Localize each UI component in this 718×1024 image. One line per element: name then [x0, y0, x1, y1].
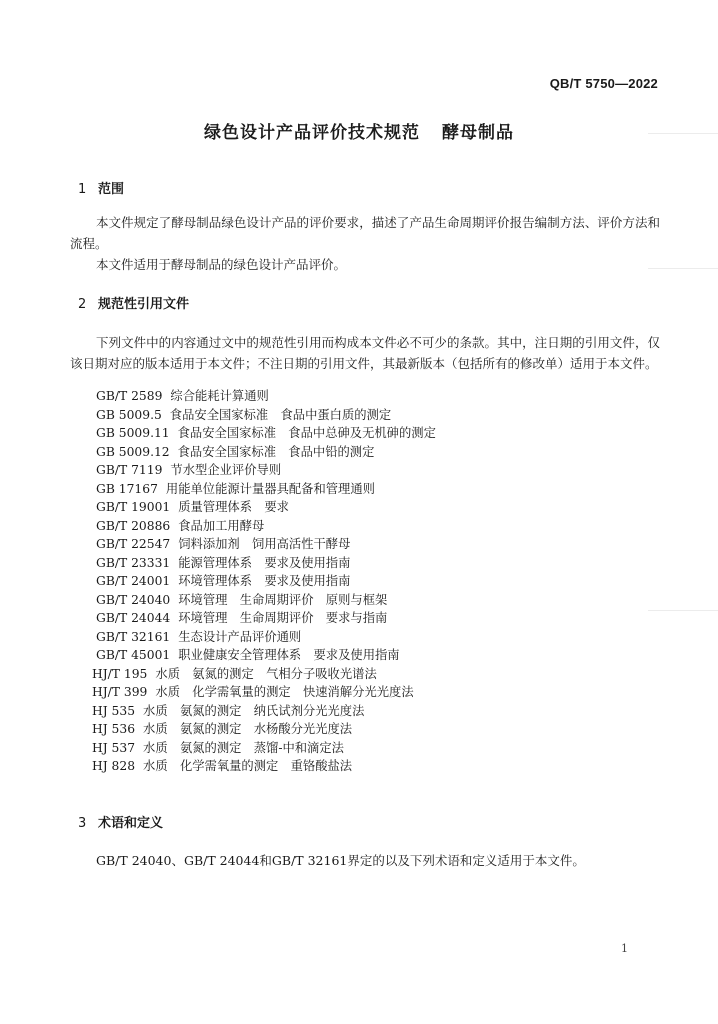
- standard-number: QB/T 5750—2022: [549, 76, 658, 91]
- reference-code: GB/T 20886: [96, 518, 171, 533]
- section-number: 3: [78, 816, 87, 831]
- reference-item: [92, 739, 436, 758]
- reference-title: 质量管理体系 要求: [178, 500, 289, 514]
- reference-item: [92, 720, 436, 739]
- reference-code: GB/T 22547: [96, 537, 171, 551]
- reference-title: 食品加工用酵母: [178, 518, 265, 533]
- reference-code: HJ/T 399: [92, 685, 148, 699]
- section-number: 2: [78, 297, 87, 312]
- reference-code: GB/T 45001: [96, 648, 171, 662]
- reference-item: [92, 554, 436, 573]
- reference-item: [92, 628, 436, 647]
- reference-code: GB/T 23331: [96, 555, 171, 570]
- reference-item: [92, 480, 436, 499]
- reference-item: [92, 609, 436, 628]
- section-1-paragraph-1: 本文件规定了酵母制品绿色设计产品的评价要求，描述了产品生命周期评价报告编制方法、评价方法和流程。: [70, 215, 660, 251]
- reference-code: GB 5009.12: [96, 444, 170, 459]
- reference-item: [92, 406, 436, 425]
- reference-code: GB/T 24040: [96, 592, 171, 607]
- reference-item: [92, 572, 436, 591]
- reference-code: HJ 536: [92, 722, 136, 736]
- title-sub: 酵母制品: [442, 123, 514, 143]
- section-3-heading: [78, 812, 163, 831]
- section-2-heading: [78, 293, 189, 312]
- reference-title: 职业健康安全管理体系 要求及使用指南: [178, 648, 400, 662]
- section-3-paragraph-1: GB/T 24040、GB/T 24044和GB/T 32161界定的以及下列术语和定义适用于本文件。: [96, 853, 585, 868]
- page-number: 1: [621, 942, 628, 955]
- reference-item: [92, 443, 436, 462]
- reference-item: [92, 757, 436, 776]
- normative-references-list: [92, 387, 436, 776]
- section-2-intro: 下列文件中的内容通过文中的规范性引用而构成本文件必不可少的条款。其中，注日期的引用文件，仅该日期对应的版本适用于本文件；不注日期的引用文件，其最新版本（包括所有的修改单）适用于本文件。: [70, 335, 660, 371]
- reference-title: 节水型企业评价导则: [170, 463, 282, 477]
- section-title: 术语和定义: [98, 816, 164, 831]
- reference-code: GB/T 32161: [96, 629, 171, 644]
- reference-code: HJ 828: [92, 759, 136, 773]
- reference-title: 水质 氨氮的测定 水杨酸分光光度法: [143, 722, 353, 736]
- reference-title: 水质 氨氮的测定 蒸馏-中和滴定法: [143, 740, 344, 755]
- reference-code: HJ 537: [92, 740, 136, 755]
- section-number: 1: [78, 182, 87, 197]
- reference-item: [92, 665, 436, 684]
- reference-title: 生态设计产品评价通则: [178, 629, 302, 644]
- reference-title: 能源管理体系 要求及使用指南: [178, 555, 351, 570]
- bleed-mark: [648, 610, 718, 611]
- section-title: 规范性引用文件: [98, 297, 190, 312]
- reference-title: 环境管理 生命周期评价 要求与指南: [178, 611, 388, 625]
- reference-code: GB/T 24001: [96, 574, 171, 588]
- reference-title: 综合能耗计算通则: [170, 389, 269, 403]
- reference-item: [92, 591, 436, 610]
- section-1-heading: [78, 178, 124, 197]
- reference-item: [92, 535, 436, 554]
- reference-code: GB/T 7119: [96, 463, 163, 477]
- reference-title: 环境管理 生命周期评价 原则与框架: [178, 592, 388, 607]
- reference-title: 水质 化学需氧量的测定 重铬酸盐法: [143, 759, 353, 773]
- reference-item: [92, 683, 436, 702]
- reference-title: 水质 氨氮的测定 纳氏试剂分光光度法: [143, 703, 365, 718]
- reference-code: GB/T 24044: [96, 611, 171, 625]
- reference-code: HJ 535: [92, 703, 136, 718]
- reference-code: GB 17167: [96, 481, 158, 496]
- reference-item: [92, 646, 436, 665]
- document-title: [0, 118, 718, 143]
- reference-item: [92, 424, 436, 443]
- section-title: 范围: [98, 182, 125, 197]
- reference-item: [92, 461, 436, 480]
- reference-code: GB/T 2589: [96, 389, 163, 403]
- reference-code: HJ/T 195: [92, 666, 148, 681]
- section-1-paragraph-2: 本文件适用于酵母制品的绿色设计产品评价。: [96, 257, 347, 272]
- reference-title: 食品安全国家标准 食品中蛋白质的测定: [169, 407, 392, 422]
- reference-code: GB/T 19001: [96, 500, 171, 514]
- reference-title: 食品安全国家标准 食品中总砷及无机砷的测定: [177, 426, 436, 440]
- reference-title: 食品安全国家标准 食品中铅的测定: [177, 444, 375, 459]
- reference-title: 水质 氨氮的测定 气相分子吸收光谱法: [155, 666, 377, 681]
- reference-title: 环境管理体系 要求及使用指南: [178, 574, 351, 588]
- reference-code: GB 5009.11: [96, 426, 170, 440]
- reference-item: [92, 498, 436, 517]
- reference-item: [92, 387, 436, 406]
- reference-title: 用能单位能源计量器具配备和管理通则: [165, 481, 375, 496]
- reference-title: 水质 化学需氧量的测定 快速消解分光光度法: [155, 685, 414, 699]
- reference-item: [92, 517, 436, 536]
- reference-title: 饲料添加剂 饲用高活性干酵母: [178, 537, 351, 551]
- reference-item: [92, 702, 436, 721]
- reference-code: GB 5009.5: [96, 407, 162, 422]
- title-main: 绿色设计产品评价技术规范: [204, 123, 420, 143]
